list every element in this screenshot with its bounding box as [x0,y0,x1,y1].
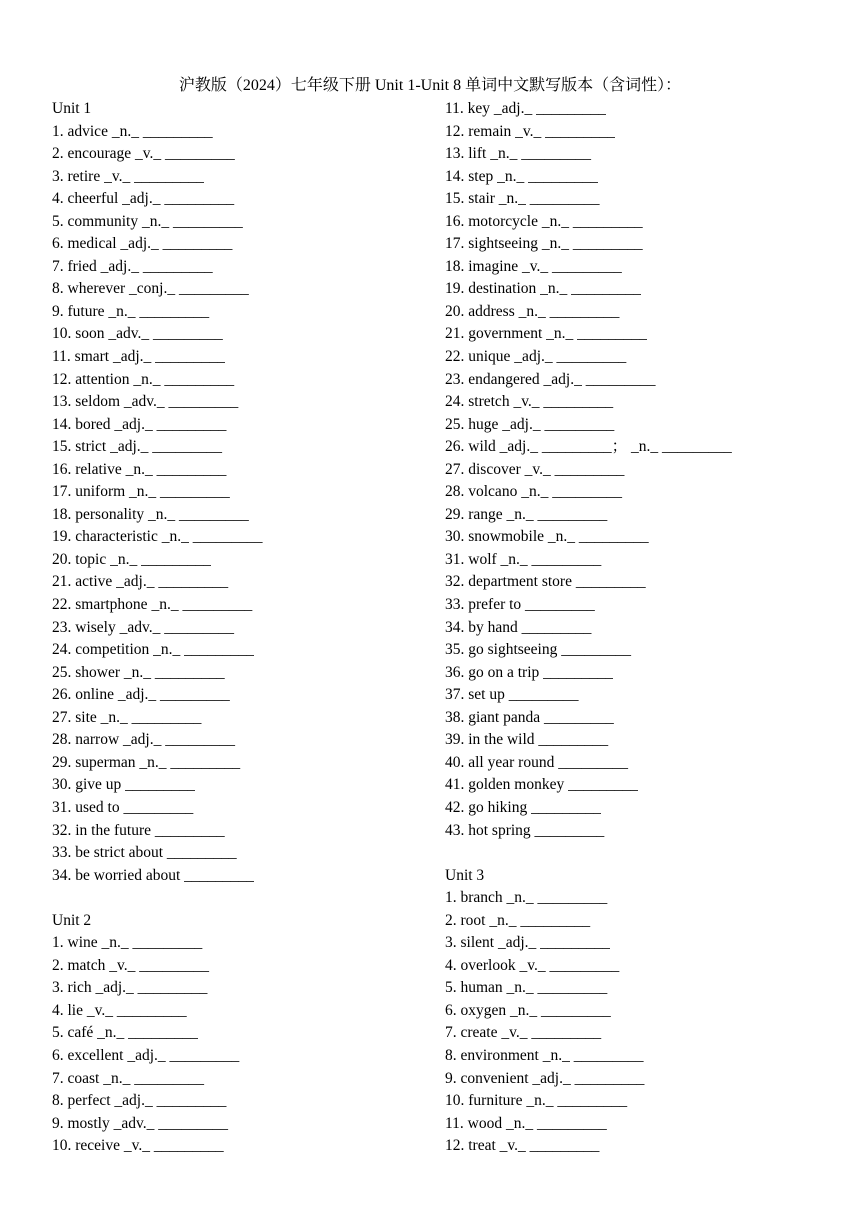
vocab-item: 29. superman _n._ _________ [52,753,241,771]
vocab-item: 3. retire _v._ _________ [52,167,204,185]
vocab-item: 28. narrow _adj._ _________ [52,731,235,749]
vocab-item: 32. department store _________ [445,573,646,591]
spacer [445,842,845,865]
vocab-item: 14. bored _adj._ _________ [52,415,227,433]
vocab-item: 37. set up _________ [445,686,579,704]
vocab-item: 30. give up _________ [52,776,195,794]
vocab-item: 5. community _n._ _________ [52,212,243,230]
spacer [52,887,442,910]
vocab-item: 2. encourage _v._ _________ [52,145,235,163]
vocab-item: 25. huge _adj._ _________ [445,415,615,433]
vocab-item: 7. create _v._ _________ [445,1024,602,1042]
vocab-item: 24. competition _n._ _________ [52,641,254,659]
vocab-item: 34. be worried about _________ [52,866,254,884]
vocab-item: 34. by hand _________ [445,618,592,636]
vocab-item: 15. strict _adj._ _________ [52,438,223,456]
vocab-item: 27. site _n._ _________ [52,708,202,726]
vocab-item: 4. overlook _v._ _________ [445,956,620,974]
vocab-item: 40. all year round _________ [445,753,628,771]
vocab-item: 9. mostly _adv._ _________ [52,1114,228,1132]
vocab-item: 16. relative _n._ _________ [52,460,227,478]
vocab-item: 20. address _n._ _________ [445,302,620,320]
vocab-item: 42. go hiking _________ [445,798,601,816]
vocab-item: 17. uniform _n._ _________ [52,483,230,501]
vocab-item: 33. prefer to _________ [445,596,595,614]
vocab-item: 20. topic _n._ _________ [52,550,211,568]
vocab-item: 18. personality _n._ _________ [52,505,249,523]
vocab-item: 8. perfect _adj._ _________ [52,1092,227,1110]
vocab-item: 1. advice _n._ _________ [52,122,213,140]
vocab-item: 2. match _v._ _________ [52,956,209,974]
vocab-item: 25. shower _n._ _________ [52,663,225,681]
vocab-item: 1. wine _n._ _________ [52,934,203,952]
vocab-item: 26. wild _adj._ _________； _n._ _________ [445,438,732,456]
vocab-item: 13. lift _n._ _________ [445,145,591,163]
vocab-item: 2. root _n._ _________ [445,911,591,929]
vocab-item: 38. giant panda _________ [445,708,614,726]
vocab-item: 18. imagine _v._ _________ [445,257,622,275]
vocab-item: 4. lie _v._ _________ [52,1001,187,1019]
vocab-item: 31. used to _________ [52,798,194,816]
vocab-item: 7. fried _adj._ _________ [52,257,213,275]
vocab-item: 7. coast _n._ _________ [52,1069,204,1087]
vocab-item: 15. stair _n._ _________ [445,190,600,208]
vocab-item: 12. remain _v._ _________ [445,122,615,140]
vocab-item: 5. café _n._ _________ [52,1024,198,1042]
vocab-item: 29. range _n._ _________ [445,505,608,523]
vocab-item: 12. attention _n._ _________ [52,370,235,388]
vocab-item: 13. seldom _adv._ _________ [52,393,239,411]
vocab-item: 10. receive _v._ _________ [52,1137,224,1155]
unit-heading: Unit 1 [52,100,92,117]
vocab-item: 12. treat _v._ _________ [445,1137,600,1155]
page-title: 沪教版（2024）七年级下册 Unit 1-Unit 8 单词中文默写版本（含词性）： [178,77,682,94]
vocab-item: 11. smart _adj._ _________ [52,348,225,366]
vocab-item: 6. excellent _adj._ _________ [52,1046,240,1064]
vocab-item: 10. soon _adv._ _________ [52,325,223,343]
vocab-item: 36. go on a trip _________ [445,663,613,681]
vocab-item: 23. endangered _adj._ _________ [445,370,656,388]
vocab-item: 3. rich _adj._ _________ [52,979,208,997]
vocab-item: 33. be strict about _________ [52,844,237,862]
vocab-item: 27. discover _v._ _________ [445,460,625,478]
vocab-item: 4. cheerful _adj._ _________ [52,190,235,208]
vocab-item: 32. in the future _________ [52,821,225,839]
vocab-item: 21. government _n._ _________ [445,325,647,343]
vocab-item: 26. online _adj._ _________ [52,686,230,704]
vocab-item: 1. branch _n._ _________ [445,889,608,907]
vocab-item: 39. in the wild _________ [445,731,609,749]
right-column [445,98,845,1158]
vocab-item: 5. human _n._ _________ [445,979,608,997]
unit-heading: Unit 2 [52,911,92,929]
vocab-item: 9. convenient _adj._ _________ [445,1069,645,1087]
vocab-item: 8. environment _n._ _________ [445,1046,644,1064]
vocab-item: 19. destination _n._ _________ [445,280,641,298]
vocab-item: 6. oxygen _n._ _________ [445,1001,611,1019]
vocab-item: 24. stretch _v._ _________ [445,393,614,411]
vocab-item: 43. hot spring _________ [445,821,605,839]
vocab-item: 41. golden monkey _________ [445,776,638,794]
vocab-item: 28. volcano _n._ _________ [445,483,622,501]
vocab-item: 31. wolf _n._ _________ [445,550,602,568]
vocab-item: 30. snowmobile _n._ _________ [445,528,649,546]
vocab-item: 3. silent _adj._ _________ [445,934,610,952]
vocab-item: 8. wherever _conj._ _________ [52,280,249,298]
unit-heading: Unit 3 [445,866,485,884]
vocab-item: 16. motorcycle _n._ _________ [445,212,643,230]
vocab-item: 23. wisely _adv._ _________ [52,618,234,636]
vocab-item: 11. wood _n._ _________ [445,1114,607,1132]
vocab-item: 22. smartphone _n._ _________ [52,596,253,614]
vocab-item: 35. go sightseeing _________ [445,641,631,659]
vocab-item: 10. furniture _n._ _________ [445,1092,628,1110]
vocab-item: 14. step _n._ _________ [445,167,598,185]
vocab-item: 6. medical _adj._ _________ [52,235,233,253]
left-column [52,98,442,1158]
vocab-item: 11. key _adj._ _________ [445,100,606,117]
vocab-item: 21. active _adj._ _________ [52,573,229,591]
vocab-item: 22. unique _adj._ _________ [445,348,627,366]
vocab-item: 9. future _n._ _________ [52,302,210,320]
vocab-item: 19. characteristic _n._ _________ [52,528,263,546]
vocab-item: 17. sightseeing _n._ _________ [445,235,643,253]
